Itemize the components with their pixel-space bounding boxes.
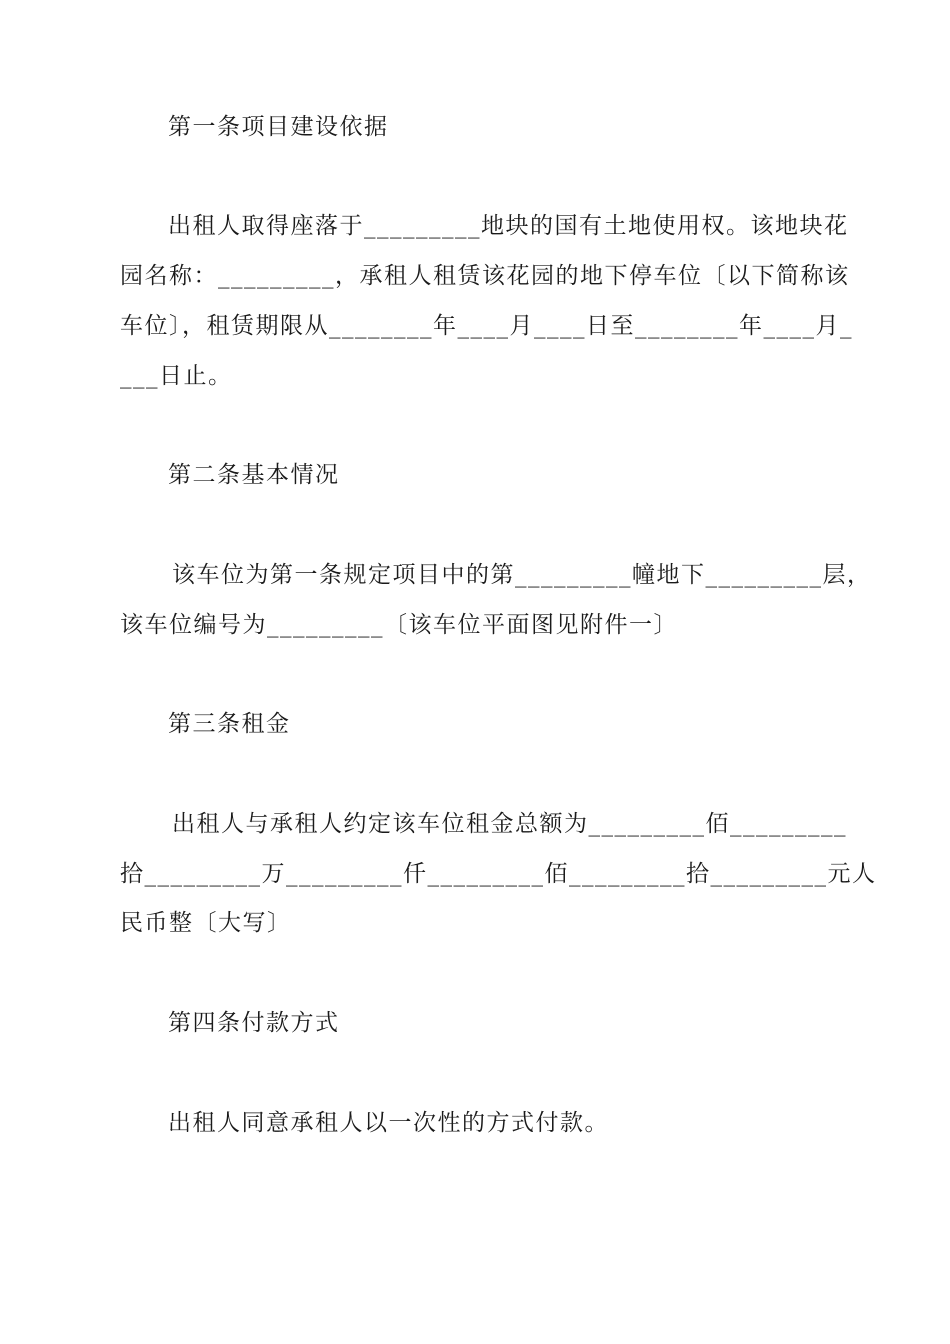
- section-4-heading: 第四条付款方式: [168, 1010, 340, 1036]
- section-1-line-4: ___日止。: [120, 363, 233, 389]
- section-2-heading: 第二条基本情况: [168, 462, 340, 488]
- section-3-line-3: 民币整〔大写〕: [120, 910, 292, 936]
- section-3-heading: 第三条租金: [168, 711, 291, 737]
- section-1-line-2: 园名称：_________，承租人租赁该花园的地下停车位〔以下简称该: [120, 263, 850, 289]
- section-3-line-1: 出租人与承租人约定该车位租金总额为_________佰_________: [172, 811, 847, 837]
- section-3-line-2: 拾_________万_________仟_________佰_________拾_________元人: [120, 861, 877, 887]
- section-2-line-1: 该车位为第一条规定项目中的第_________幢地下_________层，: [172, 562, 872, 588]
- section-2-line-2: 该车位编号为_________〔该车位平面图见附件一〕: [120, 612, 678, 638]
- section-1-line-1: 出租人取得座落于_________地块的国有土地使用权。该地块花: [168, 213, 849, 239]
- section-4-line-1: 出租人同意承租人以一次性的方式付款。: [168, 1110, 609, 1136]
- section-1-heading: 第一条项目建设依据: [168, 114, 389, 140]
- section-1-line-3: 车位〕，租赁期限从________年____月____日至________年____月_: [120, 313, 853, 339]
